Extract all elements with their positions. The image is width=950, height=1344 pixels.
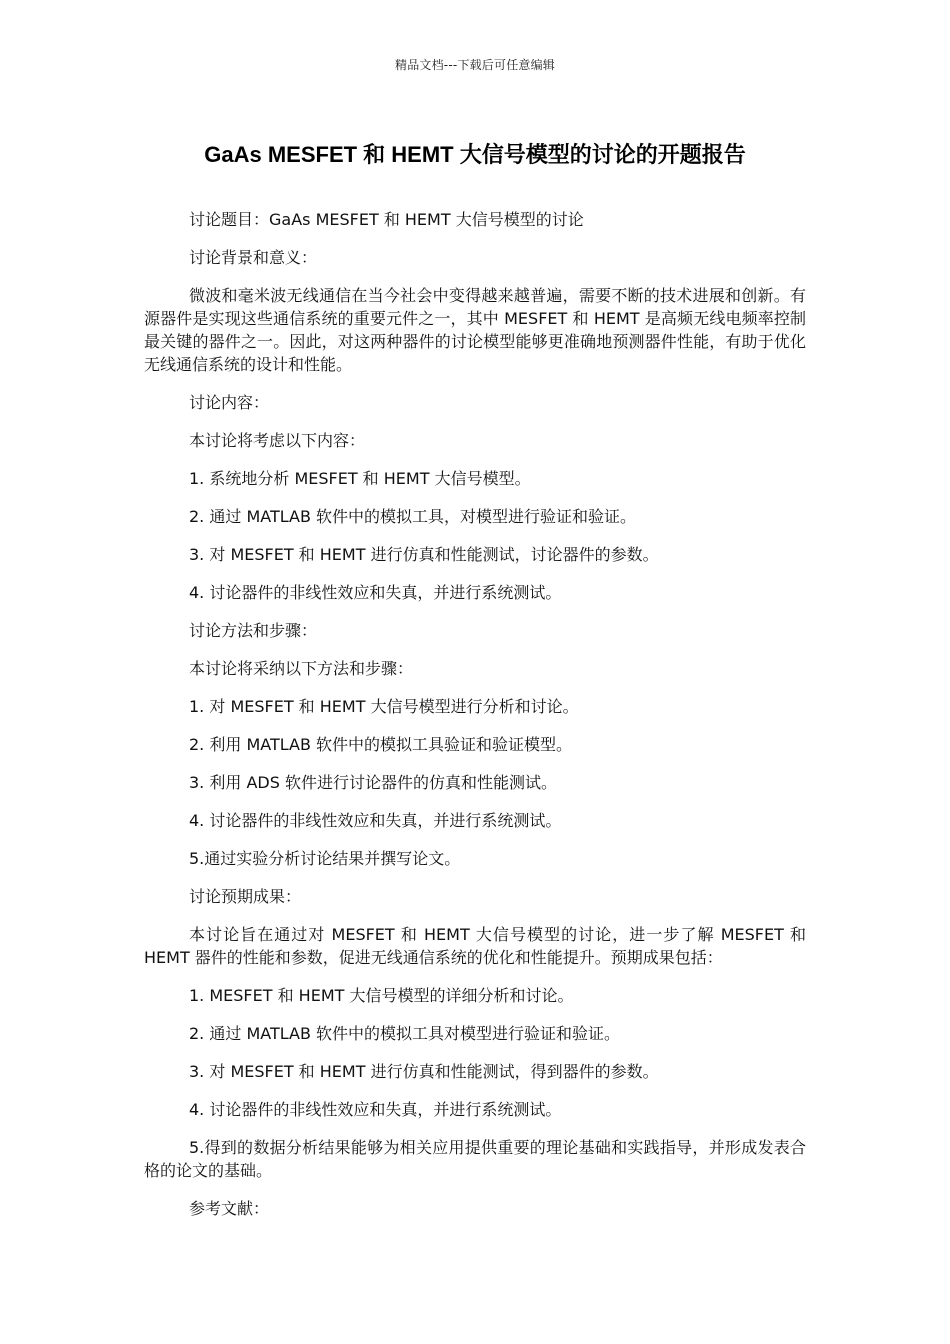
content-item-4: 4. 讨论器件的非线性效应和失真，并进行系统测试。: [189, 583, 562, 602]
methods-item-1: 1. 对 MESFET 和 HEMT 大信号模型进行分析和讨论。: [189, 697, 579, 716]
page-header: 精品文档---下载后可任意编辑: [395, 58, 555, 72]
outcomes-item-5: 5.得到的数据分析结果能够为相关应用提供重要的理论基础和实践指导，并形成发表合格的论文的基础。: [144, 1138, 806, 1180]
methods-item-5: 5.通过实验分析讨论结果并撰写论文。: [189, 849, 461, 868]
outcomes-item-2: 2. 通过 MATLAB 软件中的模拟工具对模型进行验证和验证。: [189, 1024, 621, 1043]
background-paragraph: 微波和毫米波无线通信在当今社会中变得越来越普遍，需要不断的技术进展和创新。有源器件是实现这些通信系统的重要元件之一，其中 MESFET 和 HEMT 是高频无线电频率控制最关键的器件之一。因此，对这两种器件的讨论模型能够更准确地预测器件性能，有助于优化无线通信系统的设计和性能。: [144, 286, 806, 374]
document-title: GaAs MESFET 和 HEMT 大信号模型的讨论的开题报告: [204, 142, 746, 167]
content-item-1: 1. 系统地分析 MESFET 和 HEMT 大信号模型。: [189, 469, 531, 488]
outcomes-item-1: 1. MESFET 和 HEMT 大信号模型的详细分析和讨论。: [189, 986, 574, 1005]
methods-intro: 本讨论将采纳以下方法和步骤：: [189, 659, 414, 678]
methods-item-2: 2. 利用 MATLAB 软件中的模拟工具验证和验证模型。: [189, 735, 573, 754]
research-topic: 讨论题目：GaAs MESFET 和 HEMT 大信号模型的讨论: [189, 210, 584, 229]
outcomes-item-3: 3. 对 MESFET 和 HEMT 进行仿真和性能测试，得到器件的参数。: [189, 1062, 659, 1081]
section-heading-content: 讨论内容：: [189, 393, 270, 412]
document-body: [144, 208, 806, 1235]
section-heading-methods: 讨论方法和步骤：: [189, 621, 318, 640]
content-item-2: 2. 通过 MATLAB 软件中的模拟工具，对模型进行验证和验证。: [189, 507, 637, 526]
section-heading-references: 参考文献：: [189, 1199, 270, 1218]
section-heading-background: 讨论背景和意义：: [189, 248, 318, 267]
methods-item-3: 3. 利用 ADS 软件进行讨论器件的仿真和性能测试。: [189, 773, 557, 792]
methods-item-4: 4. 讨论器件的非线性效应和失真，并进行系统测试。: [189, 811, 562, 830]
content-item-3: 3. 对 MESFET 和 HEMT 进行仿真和性能测试，讨论器件的参数。: [189, 545, 659, 564]
outcomes-paragraph: 本讨论旨在通过对 MESFET 和 HEMT 大信号模型的讨论，进一步了解 MESFET 和 HEMT 器件的性能和参数，促进无线通信系统的优化和性能提升。预期成果包括：: [144, 925, 806, 967]
outcomes-item-4: 4. 讨论器件的非线性效应和失真，并进行系统测试。: [189, 1100, 562, 1119]
section-heading-outcomes: 讨论预期成果：: [189, 887, 302, 906]
content-intro: 本讨论将考虑以下内容：: [189, 431, 366, 450]
